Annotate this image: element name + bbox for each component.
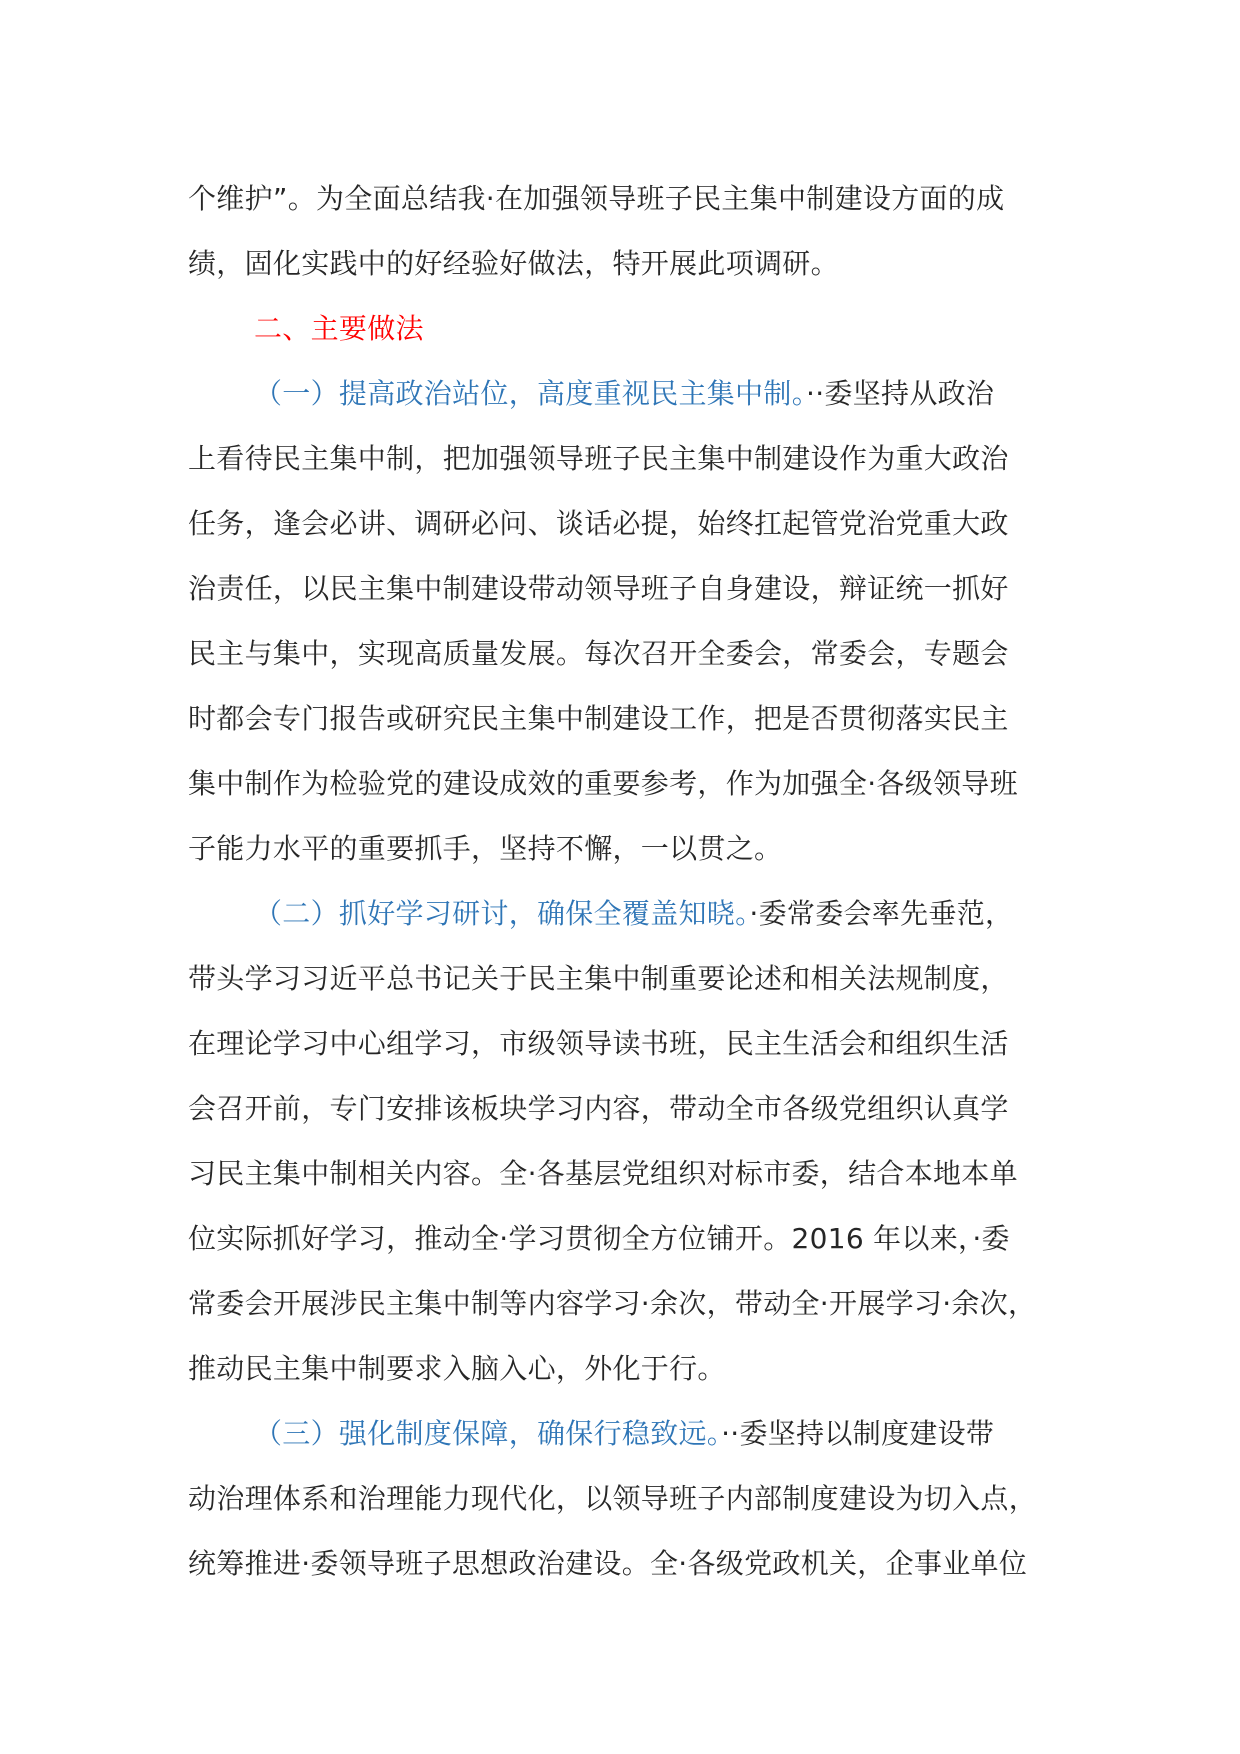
item-two-line: 推动民主集中制要求入脑入心，外化于行。 [188,1352,726,1385]
item-three-first-line [188,1401,1068,1466]
item-two-line: 习民主集中制相关内容。全·各基层党组织对标市委，结合本地本单 [188,1157,1018,1190]
item-one-line: 集中制作为检验党的建设成效的重要参考，作为加强全·各级领导班 [188,767,1018,800]
item-two-line: 会召开前，专门安排该板块学习内容，带动全市各级党组织认真学 [188,1092,1009,1125]
item-three-line: 动治理体系和治理能力现代化，以领导班子内部制度建设为切入点， [188,1482,1038,1515]
item-three-paragraph [188,1401,1068,1596]
intro-paragraph [188,166,1068,296]
item-one-line: 任务，逢会必讲、调研必问、谈话必提，始终扛起管党治党重大政 [188,507,1009,540]
item-one-line: 时都会专门报告或研究民主集中制建设工作，把是否贯彻落实民主 [188,702,1009,735]
item-two-line: 带头学习习近平总书记关于民主集中制重要论述和相关法规制度， [188,962,1009,995]
item-three-first-line-text: ··委坚持以制度建设带 [721,1417,995,1450]
intro-line: 个维护”。为全面总结我·在加强领导班子民主集中制建设方面的成 [188,182,1005,215]
item-two-heading: （二）抓好学习研讨，确保全覆盖知晓。 [254,897,750,930]
item-one-first-line-text: ··委坚持从政治 [806,377,995,410]
item-one-heading: （一）提高政治站位，高度重视民主集中制。 [254,377,807,410]
section-heading-main-practices: 二、主要做法 [254,312,424,345]
item-three-line: 统筹推进·委领导班子思想政治建设。全·各级党政机关，企事业单位 [188,1547,1028,1580]
intro-line: 绩，固化实践中的好经验好做法，特开展此项调研。 [188,247,839,280]
item-two-line: 常委会开展涉民主集中制等内容学习·余次，带动全·开展学习·余次， [188,1287,1037,1320]
item-one-line: 治责任，以民主集中制建设带动领导班子自身建设，辩证统一抓好 [188,572,1009,605]
item-two-line: 在理论学习中心组学习，市级领导读书班，民主生活会和组织生活 [188,1027,1009,1060]
item-two-first-line-text: ·委常委会率先垂范， [749,897,1014,930]
item-two-first-line [188,881,1068,946]
item-one-line: 上看待民主集中制，把加强领导班子民主集中制建设作为重大政治 [188,442,1009,475]
item-one-line: 民主与集中，实现高质量发展。每次召开全委会，常委会，专题会 [188,637,1009,670]
item-one-line: 子能力水平的重要抓手，坚持不懈，一以贯之。 [188,832,783,865]
document-body [188,166,1068,1596]
item-two-line: 位实际抓好学习，推动全·学习贯彻全方位铺开。2016 年以来，·委 [188,1222,1010,1255]
item-three-heading: （三）强化制度保障，确保行稳致远。 [254,1417,722,1450]
item-one-paragraph [188,361,1068,881]
item-one-first-line [188,361,1068,426]
item-two-paragraph [188,881,1068,1401]
